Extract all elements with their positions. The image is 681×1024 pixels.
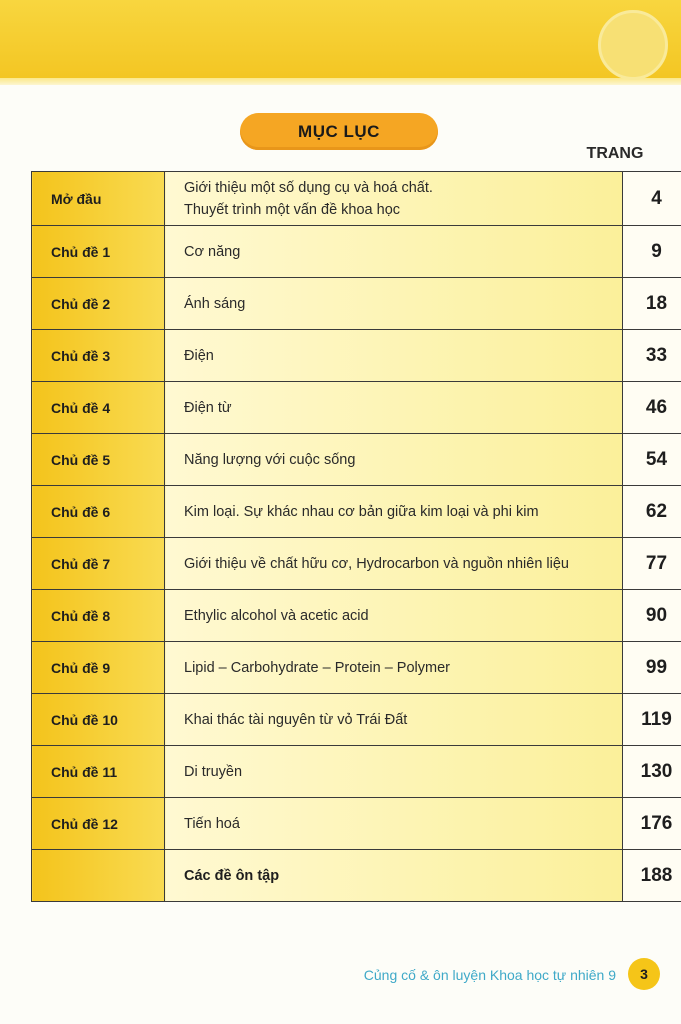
toc-description-line: Kim loại. Sự khác nhau cơ bản giữa kim loại và phi kim bbox=[184, 503, 539, 520]
toc-topic-label bbox=[32, 850, 165, 902]
toc-description bbox=[165, 642, 623, 694]
toc-description bbox=[165, 382, 623, 434]
toc-description-line: Di truyền bbox=[184, 763, 243, 780]
toc-description-line: Điện bbox=[184, 347, 214, 364]
toc-page-number: 62 bbox=[623, 486, 681, 538]
toc-row bbox=[32, 590, 681, 642]
toc-row bbox=[32, 278, 681, 330]
toc-page-number: 54 bbox=[623, 434, 681, 486]
toc-page-number: 33 bbox=[623, 330, 681, 382]
toc-row bbox=[32, 434, 681, 486]
toc-page-number: 176 bbox=[623, 798, 681, 850]
corner-badge-icon bbox=[598, 10, 668, 80]
toc-page-number: 99 bbox=[623, 642, 681, 694]
toc-row bbox=[32, 226, 681, 278]
toc-topic-label: Chủ đề 7 bbox=[32, 538, 165, 590]
toc-row bbox=[32, 172, 681, 226]
table-of-contents bbox=[31, 171, 681, 902]
toc-description-line: Ánh sáng bbox=[184, 295, 246, 312]
toc-description-line: Cơ năng bbox=[184, 243, 241, 260]
toc-row bbox=[32, 746, 681, 798]
toc-topic-label: Chủ đề 5 bbox=[32, 434, 165, 486]
toc-description bbox=[165, 278, 623, 330]
toc-description bbox=[165, 694, 623, 746]
toc-description bbox=[165, 486, 623, 538]
toc-topic-label: Chủ đề 1 bbox=[32, 226, 165, 278]
toc-description bbox=[165, 746, 623, 798]
toc-row bbox=[32, 330, 681, 382]
toc-row bbox=[32, 486, 681, 538]
toc-description-line: Tiến hoá bbox=[184, 815, 240, 832]
toc-topic-label: Chủ đề 2 bbox=[32, 278, 165, 330]
toc-topic-label: Chủ đề 8 bbox=[32, 590, 165, 642]
toc-topic-label: Chủ đề 3 bbox=[32, 330, 165, 382]
toc-row bbox=[32, 798, 681, 850]
toc-page-number: 18 bbox=[623, 278, 681, 330]
toc-description bbox=[165, 434, 623, 486]
toc-description-line: Lipid – Carbohydrate – Protein – Polymer bbox=[184, 659, 450, 676]
toc-description-line: Thuyết trình một vấn đề khoa học bbox=[184, 201, 401, 218]
toc-description-line: Điện từ bbox=[184, 399, 232, 416]
toc-description-line: Năng lượng với cuộc sống bbox=[184, 451, 356, 468]
toc-row bbox=[32, 642, 681, 694]
toc-page-number: 130 bbox=[623, 746, 681, 798]
toc-page-number: 9 bbox=[623, 226, 681, 278]
toc-description-line: Giới thiệu một số dụng cụ và hoá chất. bbox=[184, 179, 433, 196]
toc-row bbox=[32, 694, 681, 746]
toc-description bbox=[165, 590, 623, 642]
toc-description bbox=[165, 172, 623, 226]
toc-page-number: 188 bbox=[623, 850, 681, 902]
toc-description bbox=[165, 850, 623, 902]
toc-description bbox=[165, 226, 623, 278]
toc-page-number: 119 bbox=[623, 694, 681, 746]
footer-book-title: Củng cố & ôn luyện Khoa học tự nhiên 9 bbox=[363, 967, 616, 983]
toc-topic-label: Mở đầu bbox=[32, 172, 165, 226]
page-number-badge: 3 bbox=[628, 958, 660, 990]
toc-description bbox=[165, 798, 623, 850]
toc-topic-label: Chủ đề 4 bbox=[32, 382, 165, 434]
header-band bbox=[0, 0, 681, 78]
toc-row bbox=[32, 538, 681, 590]
toc-topic-label: Chủ đề 11 bbox=[32, 746, 165, 798]
toc-description bbox=[165, 330, 623, 382]
toc-description bbox=[165, 538, 623, 590]
header-stripe bbox=[0, 78, 681, 85]
page-column-label: TRANG bbox=[586, 145, 644, 162]
toc-description-line: Các đề ôn tập bbox=[184, 867, 280, 884]
page-title: MỤC LỤC bbox=[240, 113, 438, 150]
toc-row bbox=[32, 382, 681, 434]
toc-page-number: 77 bbox=[623, 538, 681, 590]
toc-page-number: 4 bbox=[623, 172, 681, 226]
toc-page-number: 90 bbox=[623, 590, 681, 642]
toc-row bbox=[32, 850, 681, 902]
toc-topic-label: Chủ đề 12 bbox=[32, 798, 165, 850]
toc-topic-label: Chủ đề 6 bbox=[32, 486, 165, 538]
toc-topic-label: Chủ đề 9 bbox=[32, 642, 165, 694]
toc-description-line: Khai thác tài nguyên từ vỏ Trái Đất bbox=[184, 711, 408, 728]
toc-topic-label: Chủ đề 10 bbox=[32, 694, 165, 746]
toc-page-number: 46 bbox=[623, 382, 681, 434]
toc-description-line: Ethylic alcohol và acetic acid bbox=[184, 607, 369, 624]
toc-description-line: Giới thiệu về chất hữu cơ, Hydrocarbon và nguồn nhiên liệu bbox=[184, 555, 570, 572]
